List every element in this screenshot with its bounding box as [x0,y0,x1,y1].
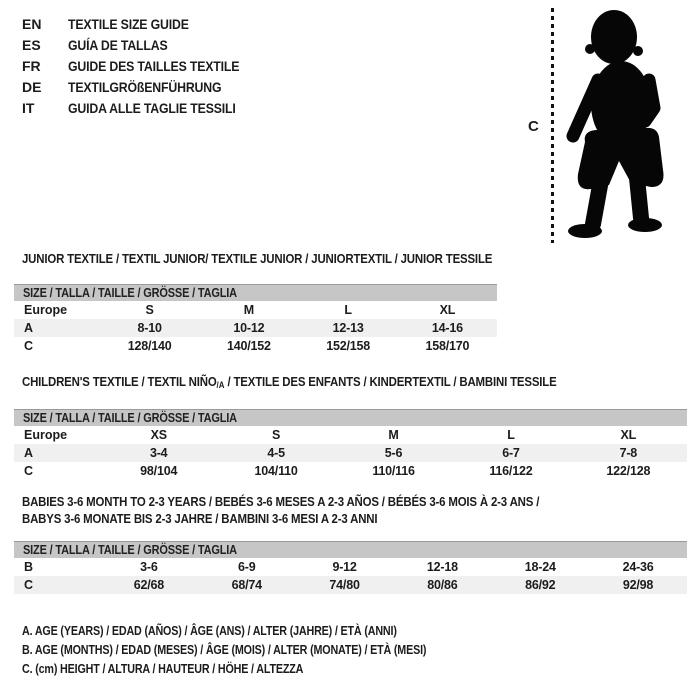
table-cell: 8-10 [137,321,162,335]
row-label: Europe [24,428,68,442]
size-header-bar [14,409,687,426]
lang-row-en [22,13,263,34]
table-cell: M [243,303,254,317]
table-cell: 6-7 [502,446,520,460]
note-age-years: A. AGE (YEARS) / EDAD (AÑOS) / ÂGE (ANS) / ALTER (JAHRE) / ETÀ (ANNI) [22,624,397,638]
lang-code: DE [22,78,42,95]
lang-title: GUÍA DE TALLAS [68,36,168,53]
table-cell: 86/92 [525,578,556,592]
size-header-label: SIZE / TALLA / TAILLE / GRÖSSE / TAGLIA [23,411,237,425]
table-cell: XL [620,428,637,442]
lang-title: TEXTILE SIZE GUIDE [68,15,189,32]
babies-textile-section [14,494,687,594]
table-row [14,558,687,576]
lang-title: GUIDA ALLE TAGLIE TESSILI [68,99,236,116]
row-label: A [24,446,34,460]
toddler-silhouette-icon [557,4,697,244]
table-cell: 110/116 [372,464,415,478]
babies-section-title-line2: BABYS 3-6 MONATE BIS 2-3 JAHRE / BAMBINI 3-6 MESI A 2-3 ANNI [22,511,378,526]
table-row [14,444,687,462]
table-row [14,301,497,319]
table-cell: 12-13 [332,321,364,335]
table-cell: 7-8 [619,446,638,460]
table-row [14,337,497,355]
lang-row-de [22,76,263,97]
row-label: C [24,578,34,592]
table-cell: 24-36 [622,560,654,574]
table-cell: 128/140 [127,339,172,353]
junior-textile-section [14,251,497,355]
table-cell: 18-24 [524,560,556,574]
junior-section-title: JUNIOR TEXTILE / TEXTIL JUNIOR/ TEXTILE JUNIOR / JUNIORTEXTIL / JUNIOR TESSILE [22,251,493,266]
table-cell: 10-12 [233,321,265,335]
table-cell: 3-4 [149,446,168,460]
size-header-label: SIZE / TALLA / TAILLE / GRÖSSE / TAGLIA [23,286,237,300]
table-cell: XL [439,303,456,317]
row-label: C [24,464,34,478]
lang-row-es [22,34,263,55]
table-cell: 6-9 [238,560,256,574]
table-row [14,462,687,480]
row-label: A [24,321,34,335]
table-cell: 5-6 [384,446,403,460]
lang-code: ES [22,36,41,53]
table-cell: 3-6 [140,560,158,574]
table-cell: 9-12 [332,560,357,574]
table-row [14,576,687,594]
lang-code: FR [22,57,41,74]
table-cell: S [145,303,154,317]
table-cell: 122/128 [606,464,651,478]
lang-title: TEXTILGRÖßENFÜHRUNG [68,78,222,95]
height-measure-label: C [528,118,539,135]
table-cell: 80/86 [427,578,458,592]
table-cell: L [344,303,352,317]
size-header-label: SIZE / TALLA / TAILLE / GRÖSSE / TAGLIA [23,543,237,557]
note-age-months: B. AGE (MONTHS) / EDAD (MESES) / ÂGE (MOIS) / ALTER (MONATE) / ETÀ (MESI) [22,643,427,657]
lang-code: IT [22,99,35,116]
table-cell: 74/80 [329,578,360,592]
language-title-list [22,13,263,118]
lang-code: EN [22,15,42,32]
table-cell: 140/152 [226,339,271,353]
table-cell: 12-18 [426,560,458,574]
row-label: Europe [24,303,68,317]
table-cell: 62/68 [133,578,165,592]
note-height-cm: C. (cm) HEIGHT / ALTURA / HAUTEUR / HÖHE / ALTEZZA [22,662,304,676]
table-cell: 68/74 [231,578,262,592]
lang-row-it [22,97,263,118]
table-cell: 4-5 [267,446,285,460]
legend-notes [14,624,492,681]
children-textile-section [14,374,687,480]
table-cell: 152/158 [326,339,371,353]
table-cell: 98/104 [140,464,178,478]
size-header-bar [14,541,687,558]
table-cell: S [272,428,281,442]
row-label: B [24,560,34,574]
children-section-title: CHILDREN'S TEXTILE / TEXTIL NIÑO/A / TEXTILE DES ENFANTS / KINDERTEXTIL / BAMBINI TESSILE [22,374,557,390]
lang-title: GUIDE DES TAILLES TEXTILE [68,57,240,74]
table-cell: M [388,428,399,442]
table-cell: L [507,428,515,442]
table-cell: 92/98 [622,578,654,592]
row-label: C [24,339,34,353]
size-header-bar [14,284,497,301]
table-cell: 14-16 [431,321,463,335]
title-subscript: /A [216,380,225,390]
lang-row-fr [22,55,263,76]
babies-section-title-line1: BABIES 3-6 MONTH TO 2-3 YEARS / BEBÉS 3-6 MESES A 2-3 AÑOS / BÉBÉS 3-6 MOIS À 2-3 ANS / [22,494,540,509]
table-cell: XS [150,428,167,442]
table-row [14,426,687,444]
table-cell: 116/122 [489,464,533,478]
table-cell: 104/110 [254,464,298,478]
table-row [14,319,497,337]
height-measure-dashed-line [551,8,554,243]
table-cell: 158/170 [425,339,470,353]
